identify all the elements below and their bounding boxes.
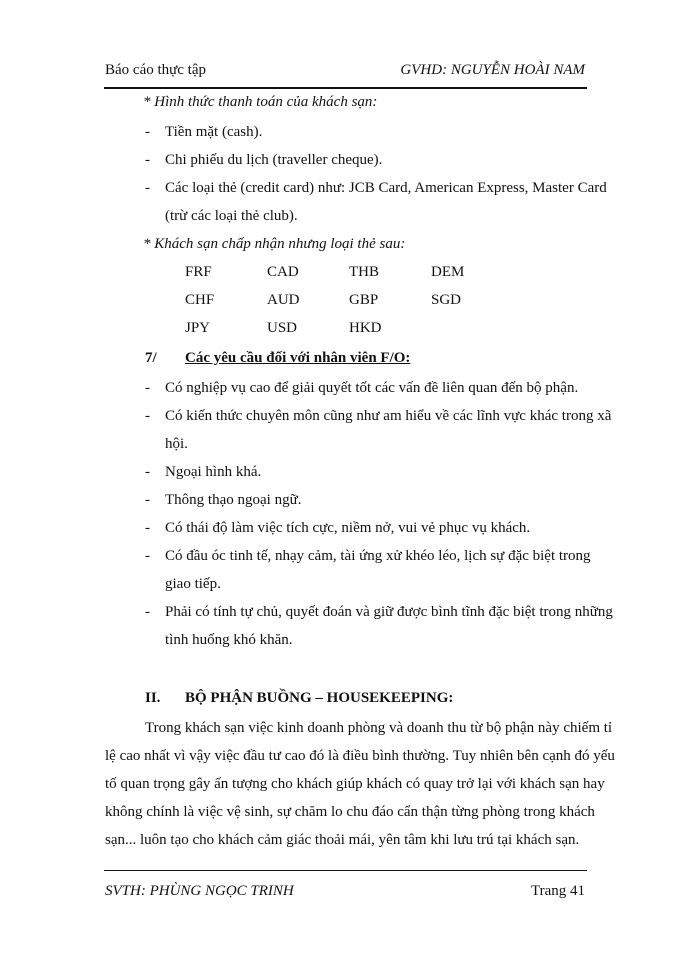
bullet-dash: - — [145, 408, 150, 424]
paragraph-line: Trong khách sạn việc kinh doanh phòng và doanh thu từ bộ phận này chiếm tỉ — [145, 720, 613, 736]
payment-item: Các loại thẻ (credit card) như: JCB Card, American Express, Master Card — [165, 180, 607, 196]
payment-item-continued: (trừ các loại thẻ club). — [165, 208, 298, 224]
paragraph-line: tố quan trọng gây ấn tượng cho khách giúp khách có quay trở lại với khách sạn hay — [105, 776, 605, 792]
bullet-dash: - — [145, 464, 150, 480]
bullet-dash: - — [145, 492, 150, 508]
paragraph-line: lệ cao nhất vì vậy việc đầu tư cao đó là điều bình thường. Tuy nhiên bên cạnh đó yếu — [105, 748, 615, 764]
currency-cell: AUD — [267, 292, 300, 308]
bullet-dash: - — [145, 180, 150, 196]
currency-cell: CHF — [185, 292, 215, 308]
requirement-item-continued: giao tiếp. — [165, 576, 221, 592]
currency-cell: HKD — [349, 320, 382, 336]
cards-heading: * Khách sạn chấp nhận nhưng loại thẻ sau: — [143, 236, 406, 252]
page-header — [105, 62, 585, 84]
footer-student: SVTH: PHÙNG NGỌC TRINH — [105, 883, 294, 899]
header-report-title: Báo cáo thực tập — [105, 62, 207, 78]
requirement-item: Phải có tính tự chủ, quyết đoán và giữ được bình tĩnh đặc biệt trong những — [165, 604, 613, 620]
currency-cell: FRF — [185, 264, 212, 280]
bullet-dash: - — [145, 152, 150, 168]
currency-cell: DEM — [431, 264, 465, 280]
currency-cell: GBP — [349, 292, 379, 308]
requirement-item: Ngoại hình khá. — [165, 464, 262, 480]
header-rule — [104, 87, 587, 89]
requirement-item: Thông thạo ngoại ngữ. — [165, 492, 302, 508]
requirement-item: Có đầu óc tinh tế, nhạy cảm, tài ứng xử khéo léo, lịch sự đặc biệt trong — [165, 548, 591, 564]
header-advisor: GVHD: NGUYỄN HOÀI NAM — [400, 62, 585, 78]
section2-title: BỘ PHẬN BUỒNG – HOUSEKEEPING: — [185, 690, 454, 706]
currency-cell: THB — [349, 264, 379, 280]
footer-rule — [104, 870, 587, 871]
section7-number: 7/ — [145, 350, 157, 366]
payment-heading: * Hình thức thanh toán của khách sạn: — [143, 94, 378, 110]
payment-item: Chi phiếu du lịch (traveller cheque). — [165, 152, 383, 168]
currency-cell: CAD — [267, 264, 299, 280]
requirement-item-continued: hội. — [165, 436, 188, 452]
bullet-dash: - — [145, 124, 150, 140]
bullet-dash: - — [145, 604, 150, 620]
requirement-item-continued: tình huống khó khăn. — [165, 632, 293, 648]
section2-number: II. — [145, 690, 161, 706]
paragraph-line: không chính là việc vệ sinh, sự chăm lo chu đáo cẩn thận từng phòng trong khách — [105, 804, 595, 820]
requirement-item: Có thái độ làm việc tích cực, niềm nở, vui vẻ phục vụ khách. — [165, 520, 531, 536]
requirement-item: Có nghiệp vụ cao để giải quyết tốt các vấn đề liên quan đến bộ phận. — [165, 380, 579, 396]
paragraph-line: sạn... luôn tạo cho khách cảm giác thoải mái, yên tâm khi lưu trú tại khách sạn. — [105, 832, 580, 848]
bullet-dash: - — [145, 380, 150, 396]
section7-title: Các yêu cầu đối với nhân viên F/O: — [185, 350, 411, 366]
currency-cell: USD — [267, 320, 298, 336]
currency-cell: JPY — [185, 320, 211, 336]
footer-page-number: Trang 41 — [530, 883, 585, 899]
currency-cell: SGD — [431, 292, 462, 308]
requirement-item: Có kiến thức chuyên môn cũng như am hiểu về các lĩnh vực khác trong xã — [165, 408, 612, 424]
payment-item: Tiền mặt (cash). — [165, 124, 263, 140]
bullet-dash: - — [145, 548, 150, 564]
bullet-dash: - — [145, 520, 150, 536]
